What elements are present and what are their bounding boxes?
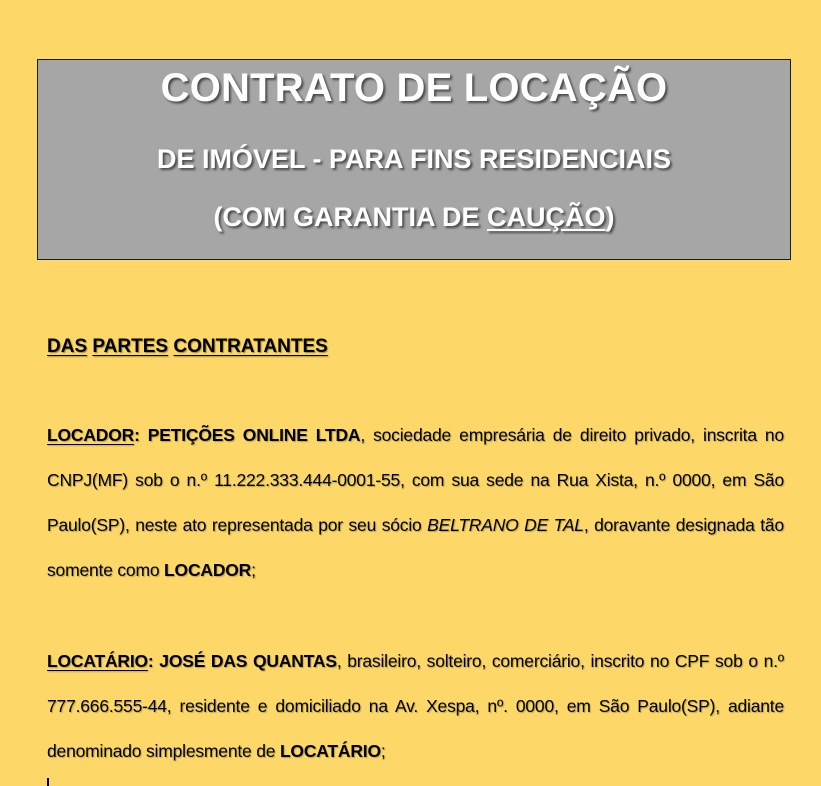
title-box <box>37 59 791 260</box>
locador-representative: BELTRANO DE TAL <box>427 515 584 535</box>
locador-colon: : <box>134 425 140 445</box>
heading-word-3: CONTRATANTES <box>173 336 328 357</box>
document-title: CONTRATO DE LOCAÇÃO <box>160 66 668 110</box>
locador-paragraph <box>47 413 784 593</box>
locatario-name: JOSÉ DAS QUANTAS <box>153 651 337 671</box>
section-heading <box>47 336 328 358</box>
locatario-paragraph <box>47 639 784 774</box>
locador-end: ; <box>251 560 256 580</box>
document-guarantee-line <box>38 202 790 233</box>
document-subtitle: DE IMÓVEL - PARA FINS RESIDENCIAIS <box>156 144 672 174</box>
guarantee-suffix: ) <box>605 202 615 232</box>
guarantee-word: CAUÇÃO <box>486 202 606 232</box>
locatario-label: LOCATÁRIO <box>47 651 148 671</box>
locador-name: PETIÇÕES ONLINE LTDA <box>139 425 361 445</box>
locador-label: LOCADOR <box>47 425 135 445</box>
locatario-text-1: , brasileiro, solteiro, comerciário, inscrito no CPF sob o n.º 777.666.555-44, residente e domiciliado na Av. Xespa, nº. 0000, em São Paulo(SP), adiante denominado simplesmente de <box>47 651 784 761</box>
text-cursor-mark <box>47 778 49 786</box>
guarantee-prefix: (COM GARANTIA DE <box>213 202 487 232</box>
locatario-end: ; <box>380 741 386 761</box>
heading-word-1: DAS <box>47 336 88 357</box>
locador-text-2: , doravante designada tão somente como <box>47 515 784 580</box>
locatario-colon: : <box>147 651 154 671</box>
heading-word-2: PARTES <box>92 336 169 357</box>
locatario-designation: LOCATÁRIO <box>279 741 381 761</box>
locador-designation: LOCADOR <box>164 560 252 580</box>
locador-text-1: , sociedade empresária de direito privado, inscrita no CNPJ(MF) sob o n.º 11.222.333.444-0001-55, com sua sede na Rua Xista, n.º 0000, em São Paulo(SP), neste ato representada por seu sócio <box>47 425 784 535</box>
